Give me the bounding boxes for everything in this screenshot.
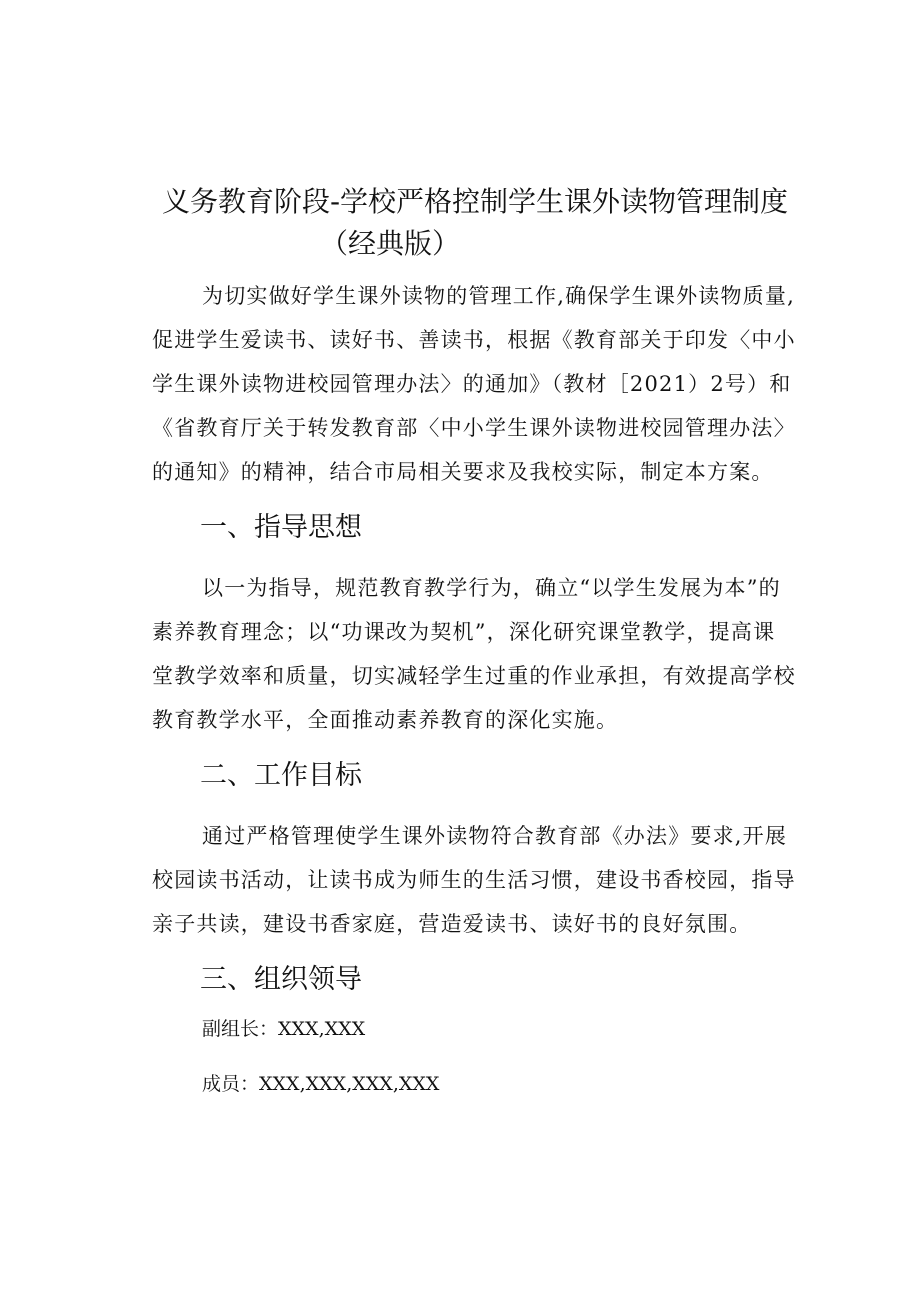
intro-line: 的通知》的精神，结合市局相关要求及我校实际，制定本方案。 [152, 460, 774, 484]
section-line: 亲子共读，建设书香家庭，营造爱读书、读好书的良好氛围。 [152, 912, 752, 936]
section-line: 教育教学水平，全面推动素养教育的深化实施。 [152, 708, 619, 732]
deputy-leaders-line: 副组长：XXX,XXX [202, 1018, 366, 1040]
intro-line: 学生课外读物进校园管理办法〉的通加》（教材［2021）2号）和 [152, 372, 792, 396]
section-heading-guiding-thought: 一、指导思想 [200, 512, 362, 543]
section-line: 以一为指导，规范教育教学行为，确立“以学生发展为本”的 [202, 576, 781, 600]
section-heading-work-goals: 二、工作目标 [200, 760, 362, 791]
section-heading-organization: 三、组织领导 [200, 964, 362, 995]
document-subtitle: （经典版） [319, 227, 460, 260]
intro-line: 《省教育厅关于转发教育部〈中小学生课外读物进校园管理办法〉 [152, 416, 796, 440]
section-line: 素养教育理念；以“功课改为契机”，深化研究课堂教学，提高课 [152, 620, 776, 644]
section-line: 通过严格管理使学生课外读物符合教育部《办法》要求,开展 [202, 824, 788, 848]
section-line: 堂教学效率和质量，切实减轻学生过重的作业承担，有效提高学校 [152, 664, 796, 688]
document-title: 义务教育阶段-学校严格控制学生课外读物管理制度 [161, 185, 789, 218]
intro-line: 为切实做好学生课外读物的管理工作,确保学生课外读物质量, [202, 284, 795, 308]
members-line: 成员：XXX,XXX,XXX,XXX [202, 1073, 440, 1095]
section-line: 校园读书活动，让读书成为师生的生活习惯，建设书香校园，指导 [152, 868, 796, 892]
intro-line: 促进学生爱读书、读好书、善读书，根据《教育部关于印发〈中小 [152, 328, 796, 352]
